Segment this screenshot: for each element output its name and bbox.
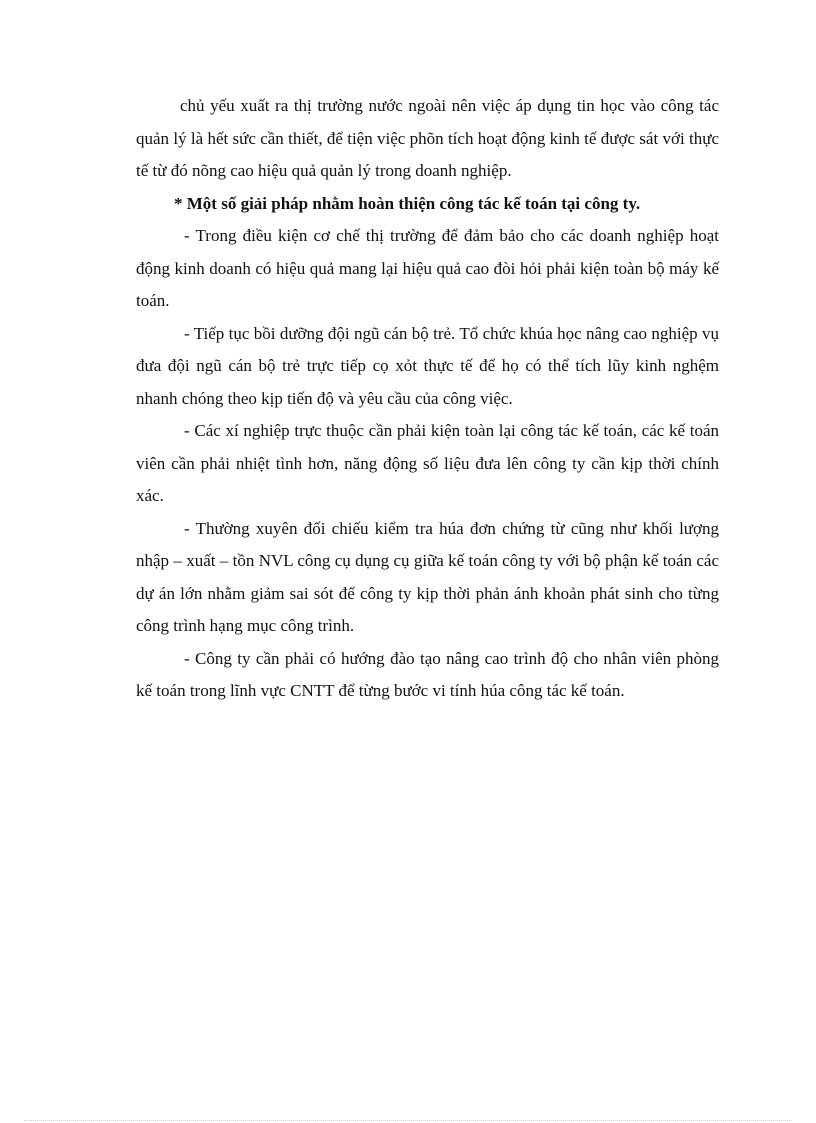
bullet-paragraph: - Các xí nghiệp trực thuộc cần phải kiện toàn lại công tác kế toán, các kế toán viên cần phải nhiệt tình hơn, năng động số liệu đưa lên công ty cần kịp thời chính xác. [136, 421, 719, 505]
bullet-paragraph: - Thường xuyên đối chiếu kiểm tra húa đơn chứng từ cũng như khối lượng nhập – xuất – tồn NVL công cụ dụng cụ giữa kế toán công ty với bộ phận kế toán các dự án lớn nhằm giảm sai sót để công ty kịp thời phản ánh khoản phát sinh cho từng công trình hạng mục công trình. [136, 518, 719, 635]
bullet-paragraph: - Tiếp tục bồi dưỡng đội ngũ cán bộ trẻ. Tổ chức khúa học nâng cao nghiệp vụ đưa đội ngũ cán bộ trẻ trực tiếp cọ xỏt thực tế để họ có thể tích lũy kinh nghệm nhanh chóng theo kịp tiến độ và yêu cầu của công việc. [136, 323, 719, 408]
page-bottom-rule [24, 1120, 792, 1121]
paragraph-intro: chủ yếu xuất ra thị trường nước ngoài nên việc áp dụng tin học vào công tác quản lý là hết sức cần thiết, để tiện việc phõn tích hoạt động kinh tế được sát với thực tế từ đó nõng cao hiệu quả quản lý trong doanh nghiệp. [136, 96, 719, 180]
document-body [136, 90, 719, 708]
bullet-paragraph: - Trong điều kiện cơ chế thị trường để đảm bảo cho các doanh nghiệp hoạt động kinh doanh có hiệu quả mang lại hiệu quả cao đòi hỏi phải kiện toàn bộ máy kế toán. [136, 226, 719, 310]
bullet-paragraph: - Công ty cần phải có hướng đào tạo nâng cao trình độ cho nhân viên phòng kế toán trong lĩnh vực CNTT để từng bước vi tính húa công tác kế toán. [136, 648, 719, 700]
section-heading: * Một số giải pháp nhằm hoàn thiện công tác kế toán tại công ty. [174, 193, 641, 213]
